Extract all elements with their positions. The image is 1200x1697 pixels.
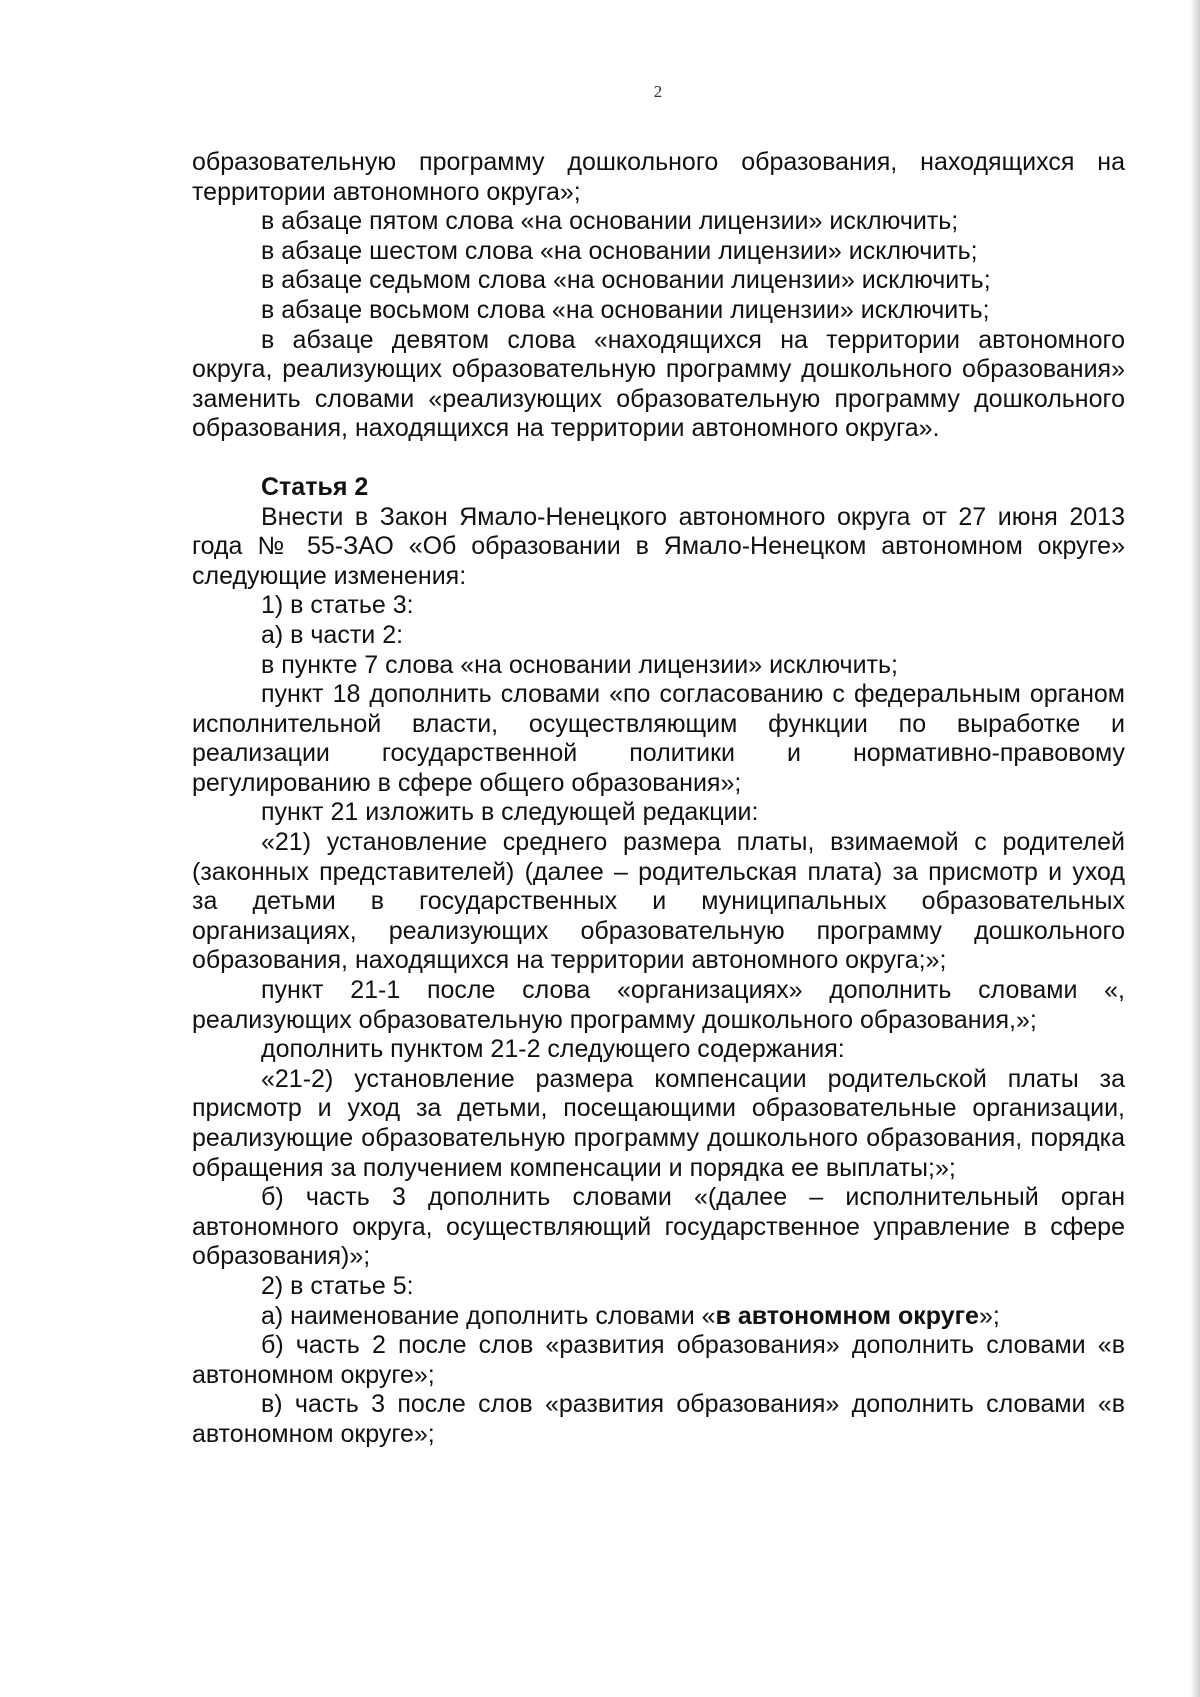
- paragraph: а) в части 2:: [261, 620, 404, 649]
- paragraph: «21) установление среднего размера платы, взимаемой с родителей (законных представителей) (далее – родительская плата) за присмотр и уход за детьми в государственных и муниципальных образовательных организациях, реализующих образовательную программу дошкольного образования, находящихся на территории автономного округа;»;: [192, 828, 1125, 975]
- bold-text: в автономном округе: [715, 1301, 979, 1330]
- text-run: »;: [978, 1301, 1000, 1330]
- paragraph: пункт 21 изложить в следующей редакции:: [261, 798, 759, 827]
- text-run: а) наименование дополнить словами «: [261, 1301, 716, 1330]
- page-number: 2: [653, 82, 663, 101]
- paragraph: в) часть 3 после слов «развития образования» дополнить словами «в автономном округе»;: [192, 1390, 1125, 1448]
- paragraph: «21-2) установление размера компенсации родительской платы за присмотр и уход за детьми, посещающими образовательные организации, реализующие образовательную программу дошкольного образования, порядка обращения за получением компенсации и порядка ее выплаты;»;: [192, 1064, 1125, 1182]
- paragraph: 2) в статье 5:: [261, 1271, 414, 1300]
- paragraph: 1) в статье 3:: [261, 591, 414, 620]
- paragraph: в абзаце шестом слова «на основании лицензии» исключить;: [261, 236, 978, 265]
- article-title: Статья 2: [261, 472, 369, 501]
- paragraph-with-bold: [192, 1302, 1125, 1332]
- paragraph: пункт 18 дополнить словами «по согласованию с федеральным органом исполнительной власти, осуществляющим функции по выработке и реализации государственной политики и нормативно-правовому регулированию в сфере общего образования»;: [192, 680, 1125, 797]
- paragraph: в пункте 7 слова «на основании лицензии» исключить;: [261, 650, 898, 679]
- paragraph: пункт 21-1 после слова «организациях» дополнить словами «, реализующих образовательную программу дошкольного образования,»;: [192, 976, 1125, 1034]
- paragraph: дополнить пунктом 21-2 следующего содержания:: [261, 1035, 845, 1064]
- paragraph: в абзаце девятом слова «находящихся на территории автономного округа, реализующих образовательную программу дошкольного образования» заменить словами «реализующих образовательную программу дошкольного образования, находящихся на территории автономного округа».: [192, 325, 1125, 443]
- paragraph: Внести в Закон Ямало-Ненецкого автономного округа от 27 июня 2013 года № 55-ЗАО «Об образовании в Ямало-Ненецком автономном округе» следующие изменения:: [192, 502, 1125, 590]
- paragraph: б) часть 3 дополнить словами «(далее – исполнительный орган автономного округа, осуществляющий государственное управление в сфере образования)»;: [192, 1183, 1125, 1271]
- page-edge-shadow: [1190, 0, 1200, 1697]
- paragraph: в абзаце седьмом слова «на основании лицензии» исключить;: [261, 266, 991, 295]
- paragraph: образовательную программу дошкольного образования, находящихся на территории автономного округа»;: [192, 148, 1125, 206]
- document-body: [192, 148, 1125, 1450]
- paragraph: в абзаце пятом слова «на основании лицензии» исключить;: [261, 207, 959, 236]
- paragraph: б) часть 2 после слов «развития образования» дополнить словами «в автономном округе»;: [192, 1331, 1125, 1389]
- paragraph: в абзаце восьмом слова «на основании лицензии» исключить;: [261, 295, 990, 324]
